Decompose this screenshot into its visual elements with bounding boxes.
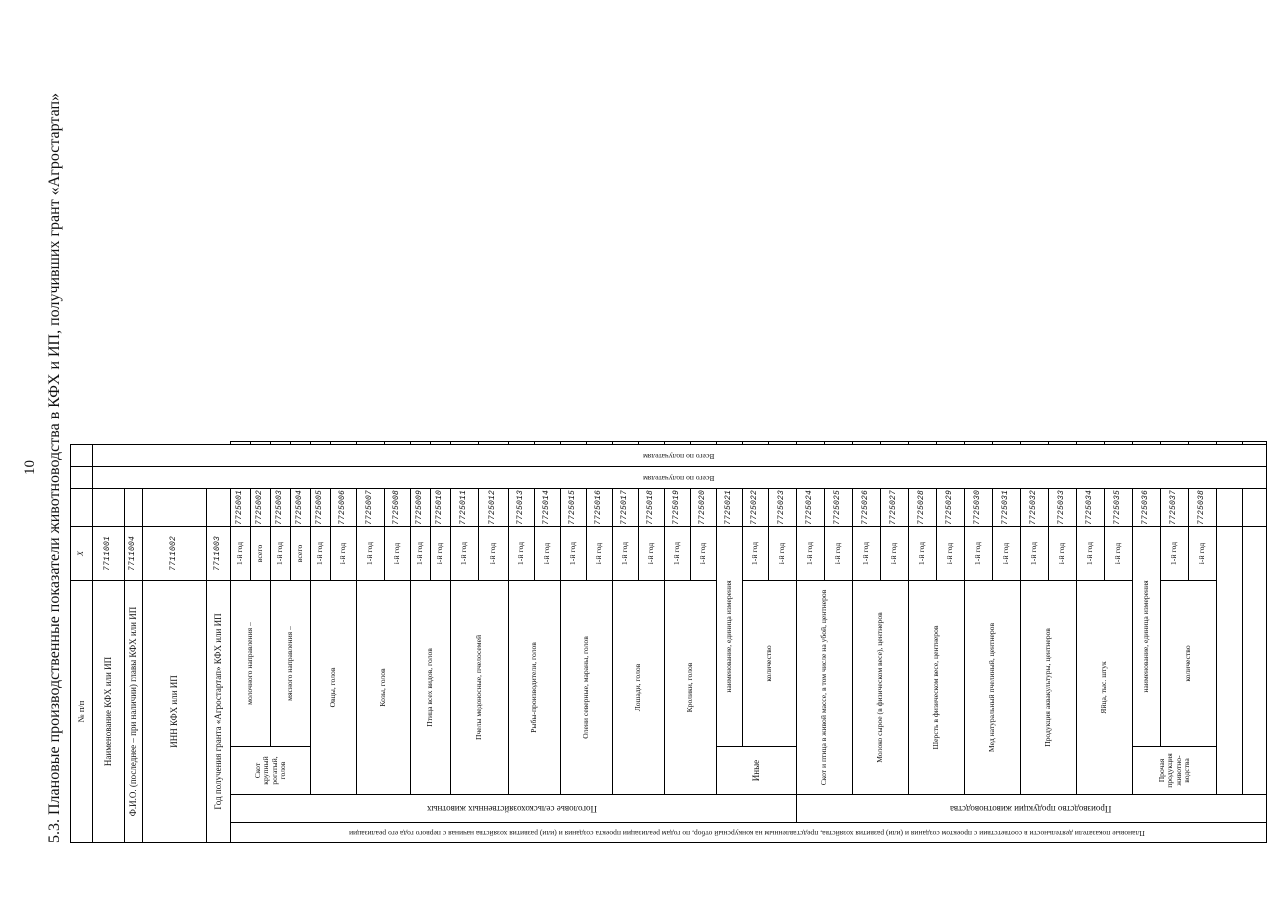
data-cell — [125, 488, 143, 526]
data-cell — [1077, 441, 1105, 444]
year-label-text: 1-й год — [805, 541, 815, 566]
indicator-code — [451, 488, 479, 526]
indicator-code-text: 7725029 — [945, 489, 955, 525]
indicator-code-text: 7711002 — [169, 536, 179, 572]
section-title: 5.3. Плановые производственные показатели животноводства в КФХ и ИП, получивших грант «Агростартап» — [46, 92, 63, 843]
data-cell — [71, 444, 93, 466]
production-group-label-text: Мед натуральный пчелиный, центнеров — [987, 622, 997, 753]
year-label-text: 1-й год — [415, 541, 425, 566]
year-label-text: 1-й год — [1085, 541, 1095, 566]
data-cell — [639, 441, 665, 444]
livestock-group-label — [561, 581, 613, 795]
production-group-label-text: Молоко сырое (в физическом весе), центнеров — [875, 612, 885, 763]
data-cell — [331, 441, 357, 444]
data-cell — [1217, 488, 1243, 526]
year-label-text: всего — [295, 544, 305, 563]
year-label — [385, 527, 411, 581]
data-cell — [357, 441, 385, 444]
livestock-header-text: Поголовье сельскохозяйственных животных — [427, 803, 598, 814]
indicator-code-text: 7725035 — [1113, 489, 1123, 525]
year-label — [639, 527, 665, 581]
production-group-label-text: Шерсть в физическом весе, центнеров — [931, 625, 941, 750]
livestock-group-label-text: Козы, голов — [378, 668, 388, 707]
year-label-text: i-й год — [1197, 542, 1207, 565]
year-label-text: i-й год — [435, 542, 445, 565]
indicator-code — [853, 488, 881, 526]
indicator-code-text: 7725036 — [1141, 489, 1151, 525]
data-cell — [797, 441, 825, 444]
indicator-code — [1077, 488, 1105, 526]
year-label — [231, 527, 251, 581]
year-label — [797, 527, 825, 581]
year-label — [331, 527, 357, 581]
cattle-label — [231, 747, 311, 795]
production-header-text: Производство продукции животноводства — [949, 803, 1112, 814]
year-label-text: i-й год — [594, 542, 604, 565]
data-cell — [965, 441, 993, 444]
year-label — [1105, 527, 1133, 581]
data-cell — [691, 441, 717, 444]
indicator-code — [385, 488, 411, 526]
data-cell — [881, 441, 909, 444]
indicator-code-text: 7725038 — [1197, 489, 1207, 525]
year-label — [509, 527, 535, 581]
year-label-text: 1-й год — [750, 541, 760, 566]
data-cell — [743, 441, 769, 444]
livestock-group-label — [451, 581, 509, 795]
indicator-code-text: 7725037 — [1169, 489, 1179, 525]
indicator-code — [509, 488, 535, 526]
qty-label — [1161, 581, 1217, 747]
data-cell — [535, 441, 561, 444]
qty-label-text: количество — [764, 645, 774, 682]
data-cell — [587, 441, 613, 444]
data-cell — [769, 441, 797, 444]
livestock-group-label-text: Овцы, голов — [328, 667, 338, 708]
year-label — [431, 527, 451, 581]
year-label — [251, 527, 271, 581]
year-label-text: 1-й год — [275, 541, 285, 566]
col-header-fixed-text: Ф.И.О. (последнее – при наличии) главы КФХ или ИП — [128, 606, 139, 817]
indicator-code — [717, 488, 743, 526]
indicator-code — [1161, 488, 1189, 526]
year-label-text: 1-й год — [1169, 541, 1179, 566]
data-cell — [1217, 527, 1243, 795]
data-cell — [1189, 441, 1217, 444]
col-header-number-text: № п/п — [75, 700, 86, 723]
data-cell — [311, 441, 331, 444]
indicator-code — [743, 488, 769, 526]
indicator-code-text: 7725004 — [295, 489, 305, 525]
indicator-code-text: 7725024 — [805, 489, 815, 525]
year-label-text: i-й год — [777, 542, 787, 565]
col-header-fixed-text: Год получения гранта «Агростартап» КФХ или ИП — [213, 613, 224, 810]
indicator-code-text: 7725034 — [1085, 489, 1095, 525]
data-cell — [411, 441, 431, 444]
year-label — [1049, 527, 1077, 581]
data-cell — [1105, 441, 1133, 444]
indicator-code — [71, 527, 93, 581]
data-cell — [1049, 441, 1077, 444]
year-label — [271, 527, 291, 581]
indicator-code-text: 7725013 — [516, 489, 526, 525]
indicator-code-text: 7725031 — [1001, 489, 1011, 525]
production-group-label — [965, 581, 1021, 795]
livestock-group-label-text: Кролики, голов — [685, 662, 695, 713]
indicator-code-text: 7725015 — [568, 489, 578, 525]
year-label-text: 1-й год — [620, 541, 630, 566]
data-cell — [71, 488, 93, 526]
data-cell — [509, 441, 535, 444]
cattle-label-text: Скот крупный рогатый, голов — [252, 756, 287, 785]
data-cell — [231, 441, 251, 444]
col-header-fixed — [143, 581, 207, 843]
plan-indicators-header — [231, 823, 1267, 843]
indicator-code — [357, 488, 385, 526]
livestock-group-label — [311, 581, 357, 795]
plan-indicators-header-text: Плановые показатели деятельности в соответствии с проектом создания и (или) развития хозяйства, представленным на конкурсный отбор, по годам реализации проекта создания и (или) развития хозяйства начиная с первого года его реализации — [349, 828, 1146, 838]
indicator-code-text: 7711003 — [213, 536, 223, 572]
indicator-code-text: 7725033 — [1057, 489, 1067, 525]
indicator-code-text: 7725001 — [235, 489, 245, 525]
year-label-text: всего — [255, 544, 265, 563]
indicator-code — [613, 488, 639, 526]
indicator-code-text: 7725002 — [255, 489, 265, 525]
year-label — [311, 527, 331, 581]
indicator-code-text: 7725028 — [917, 489, 927, 525]
unit-label — [1133, 527, 1161, 747]
total-row-2-text: Всего по получателям — [642, 451, 714, 461]
indicator-code-text: 7725017 — [620, 489, 630, 525]
indicator-code — [535, 488, 561, 526]
indicator-code-text: 7725020 — [698, 489, 708, 525]
year-label — [357, 527, 385, 581]
year-label-text: 1-й год — [315, 541, 325, 566]
indicator-code — [411, 488, 431, 526]
data-cell — [1133, 441, 1161, 444]
other-production-label — [1133, 747, 1217, 795]
year-label-text: i-й год — [945, 542, 955, 565]
data-cell — [93, 488, 125, 526]
indicator-code — [125, 527, 143, 581]
livestock-group-label — [357, 581, 411, 795]
indicator-code-text: 7725012 — [488, 489, 498, 525]
indicator-code — [665, 488, 691, 526]
indicator-code — [639, 488, 665, 526]
total-row-1-text: Всего по получателям — [642, 473, 714, 483]
indicator-code-text: 7725011 — [459, 489, 469, 525]
livestock-group-label-text: Олени северные, мараны, голов — [581, 636, 591, 739]
production-group-label — [909, 581, 965, 795]
data-cell — [143, 488, 207, 526]
qty-label-text: количество — [1183, 645, 1193, 682]
indicator-code — [311, 488, 331, 526]
indicator-code-text: 7725032 — [1029, 489, 1039, 525]
total-row-2 — [93, 444, 1267, 466]
data-cell — [717, 441, 743, 444]
livestock-group-label — [509, 581, 561, 795]
year-label — [479, 527, 509, 581]
other-animals-label-text: Иные — [751, 759, 762, 782]
indicator-code — [231, 488, 251, 526]
indicator-code-text: X — [76, 550, 86, 557]
indicator-code — [825, 488, 853, 526]
production-group-label — [1077, 581, 1133, 795]
year-label — [937, 527, 965, 581]
indicator-code-text: 7725018 — [646, 489, 656, 525]
col-header-fixed — [125, 581, 143, 843]
year-label — [291, 527, 311, 581]
year-label-text: i-й год — [392, 542, 402, 565]
indicator-code-text: 7725009 — [415, 489, 425, 525]
indicator-code-text: 7725027 — [889, 489, 899, 525]
year-label-text: i-й год — [488, 542, 498, 565]
livestock-group-label — [665, 581, 717, 795]
production-header — [797, 795, 1267, 823]
data-cell — [451, 441, 479, 444]
indicator-code — [881, 488, 909, 526]
indicator-code — [331, 488, 357, 526]
year-label-text: 1-й год — [568, 541, 578, 566]
col-header-fixed-text: ИНН КФХ или ИП — [169, 675, 180, 748]
year-label — [691, 527, 717, 581]
livestock-group-label-text: Птица всех видов, голов — [425, 648, 435, 727]
year-label — [613, 527, 639, 581]
year-label — [1189, 527, 1217, 581]
data-cell — [909, 441, 937, 444]
indicator-code-text: 7725006 — [338, 489, 348, 525]
indicator-code — [769, 488, 797, 526]
data-cell — [1021, 441, 1049, 444]
indicator-code-text: 7725030 — [973, 489, 983, 525]
year-label — [993, 527, 1021, 581]
data-cell — [1243, 488, 1267, 526]
unit-label-text: наименование, единица измерения — [1141, 580, 1151, 693]
indicator-code-text: 7725022 — [750, 489, 760, 525]
indicator-code-text: 7711004 — [128, 536, 138, 572]
year-label-text: 1-й год — [365, 541, 375, 566]
year-label — [665, 527, 691, 581]
year-label — [769, 527, 797, 581]
indicator-code — [561, 488, 587, 526]
year-label-text: 1-й год — [235, 541, 245, 566]
col-header-fixed — [207, 581, 231, 843]
year-label — [535, 527, 561, 581]
year-label-text: 1-й год — [1029, 541, 1039, 566]
other-animals-label — [717, 747, 797, 795]
data-cell — [207, 488, 231, 526]
indicator-code-text: 7725008 — [392, 489, 402, 525]
year-label-text: i-й год — [1057, 542, 1067, 565]
indicator-code — [1105, 488, 1133, 526]
year-label — [1161, 527, 1189, 581]
production-group-label — [797, 581, 853, 795]
data-cell — [665, 441, 691, 444]
indicator-code — [143, 527, 207, 581]
year-label-text: i-й год — [338, 542, 348, 565]
year-label-text: 1-й год — [861, 541, 871, 566]
year-label — [1021, 527, 1049, 581]
data-cell — [385, 441, 411, 444]
indicator-code — [291, 488, 311, 526]
data-cell — [613, 441, 639, 444]
data-cell — [937, 441, 965, 444]
year-label-text: i-й год — [833, 542, 843, 565]
year-label-text: 1-й год — [672, 541, 682, 566]
data-cell — [271, 441, 291, 444]
indicator-code-text: 7725023 — [777, 489, 787, 525]
livestock-group-label-text: Лошади, голов — [633, 663, 643, 712]
year-label — [825, 527, 853, 581]
production-group-label — [853, 581, 909, 795]
year-label-text: i-й год — [889, 542, 899, 565]
data-cell — [853, 441, 881, 444]
indicator-code — [937, 488, 965, 526]
year-label-text: i-й год — [698, 542, 708, 565]
indicator-code-text: 7725014 — [542, 489, 552, 525]
year-label-text: i-й год — [542, 542, 552, 565]
year-label — [965, 527, 993, 581]
indicator-code — [1049, 488, 1077, 526]
livestock-group-label — [411, 581, 451, 795]
production-group-label-text: Скот и птица в живой массе, в том числе на убой, центнеров — [819, 589, 829, 786]
indicator-code — [1133, 488, 1161, 526]
year-label-text: i-й год — [646, 542, 656, 565]
livestock-header — [231, 795, 797, 823]
year-label — [881, 527, 909, 581]
year-label-text: 1-й год — [917, 541, 927, 566]
year-label — [1077, 527, 1105, 581]
year-label-text: i-й год — [1001, 542, 1011, 565]
data-cell — [1161, 441, 1189, 444]
data-cell — [431, 441, 451, 444]
cattle-dairy-label-text: молочного направления – — [245, 622, 255, 705]
production-group-label-text: Яйца, тыс. штук — [1099, 661, 1109, 714]
livestock-indicators-table — [70, 441, 1267, 843]
data-cell — [993, 441, 1021, 444]
year-label — [743, 527, 769, 581]
data-cell — [71, 466, 93, 488]
livestock-group-label — [613, 581, 665, 795]
year-label — [411, 527, 431, 581]
production-group-label — [1021, 581, 1077, 795]
livestock-group-label-text: Пчелы медоносные, пчелосемей — [474, 634, 484, 741]
year-label-text: 1-й год — [516, 541, 526, 566]
indicator-code-text: 7725005 — [315, 489, 325, 525]
year-label-text: 1-й год — [973, 541, 983, 566]
year-label-text: 1-й год — [459, 541, 469, 566]
production-group-label-text: Продукция аквакультуры, центнеров — [1043, 628, 1053, 747]
year-label — [853, 527, 881, 581]
cattle-meat-label-text: мясного направления – — [285, 626, 295, 701]
indicator-code — [251, 488, 271, 526]
cattle-meat-label — [271, 581, 311, 747]
qty-label — [743, 581, 797, 747]
indicator-code — [207, 527, 231, 581]
indicator-code — [965, 488, 993, 526]
col-header-fixed-text: Наименование КФХ или ИП — [103, 656, 114, 767]
indicator-code — [431, 488, 451, 526]
year-label — [909, 527, 937, 581]
other-production-label-text: Прочая продукция животно-водства — [1156, 753, 1191, 788]
data-cell — [291, 441, 311, 444]
indicator-code — [271, 488, 291, 526]
year-label — [587, 527, 613, 581]
indicator-code — [1189, 488, 1217, 526]
data-cell — [1243, 527, 1267, 795]
unit-label — [717, 527, 743, 747]
indicator-code-text: 7725010 — [435, 489, 445, 525]
indicator-code — [1021, 488, 1049, 526]
indicator-code-text: 7725021 — [724, 489, 734, 525]
indicator-code — [691, 488, 717, 526]
indicator-code — [93, 527, 125, 581]
indicator-code-text: 7725026 — [861, 489, 871, 525]
year-label — [561, 527, 587, 581]
indicator-code-text: 7725007 — [365, 489, 375, 525]
unit-label-text: наименование, единица измерения — [724, 580, 734, 693]
indicator-code-text: 7725019 — [672, 489, 682, 525]
col-header-number — [71, 581, 93, 843]
indicator-code-text: 7725016 — [594, 489, 604, 525]
col-header-fixed — [93, 581, 125, 843]
year-label-text: i-й год — [1113, 542, 1123, 565]
year-label — [451, 527, 479, 581]
indicator-code — [587, 488, 613, 526]
indicator-code — [909, 488, 937, 526]
indicator-code-text: 7725025 — [833, 489, 843, 525]
indicator-code-text: 7711001 — [103, 536, 113, 572]
indicator-code — [993, 488, 1021, 526]
indicator-code — [797, 488, 825, 526]
data-cell — [1217, 441, 1243, 444]
page-number: 10 — [22, 460, 38, 475]
data-cell — [561, 441, 587, 444]
cattle-dairy-label — [231, 581, 271, 747]
indicator-code — [479, 488, 509, 526]
data-cell — [251, 441, 271, 444]
data-cell — [479, 441, 509, 444]
total-row-1 — [93, 466, 1267, 488]
livestock-group-label-text: Рыбы-производители, голов — [529, 642, 539, 733]
data-cell — [1243, 441, 1267, 444]
data-cell — [825, 441, 853, 444]
indicator-code-text: 7725003 — [275, 489, 285, 525]
